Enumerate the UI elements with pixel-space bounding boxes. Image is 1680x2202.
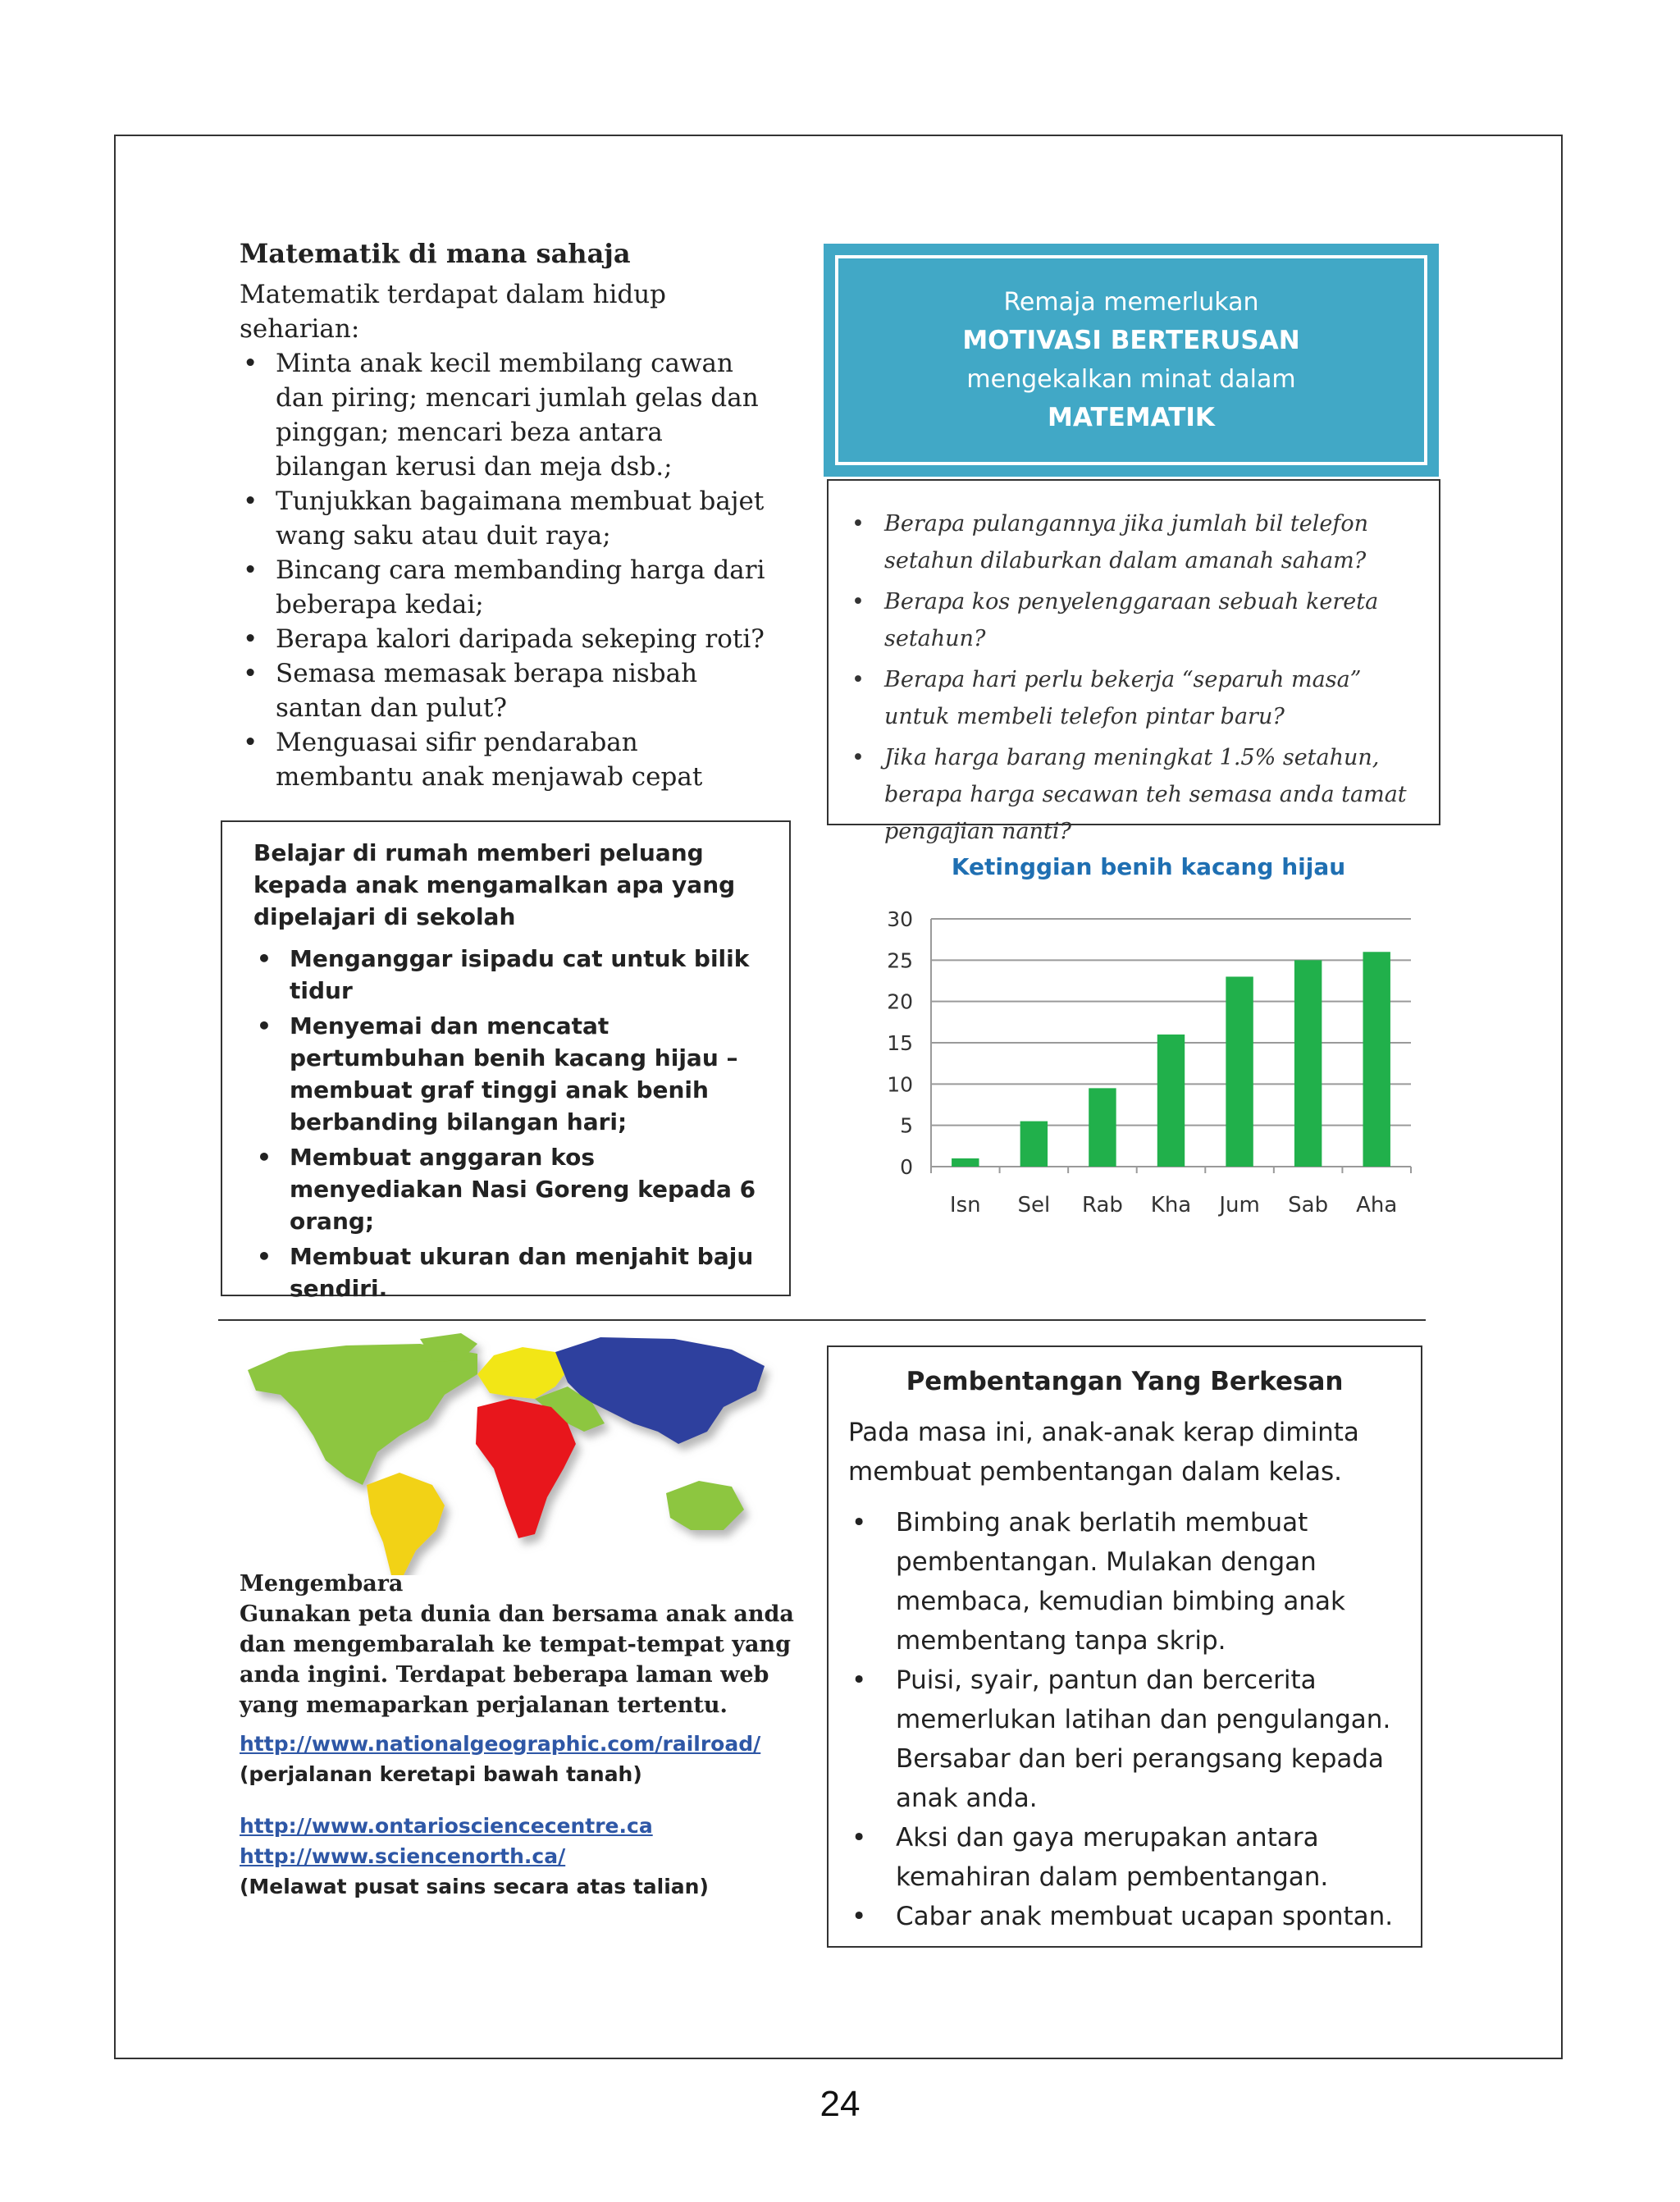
list-item: • Membuat ukuran dan menjahit baju sendiri. bbox=[253, 1240, 769, 1304]
question-item: • Berapa hari perlu bekerja “separuh masa” untuk membeli telefon pintar baru? bbox=[848, 661, 1419, 735]
questions-list bbox=[848, 505, 1419, 850]
list-item: • Berapa kalori daripada sekeping roti? bbox=[240, 622, 781, 656]
question-item: • Berapa kos penyelenggaraan sebuah kereta setahun? bbox=[848, 583, 1419, 657]
chart-x-label: Isn bbox=[949, 1193, 981, 1217]
chart-x-label: Rab bbox=[1081, 1193, 1123, 1217]
questions-box bbox=[827, 479, 1440, 844]
chart-x-label: Kha bbox=[1150, 1193, 1192, 1217]
page-number: 24 bbox=[819, 2084, 861, 2124]
list-item: • Aksi dan gaya merupakan antara kemahiran dalam pembentangan. bbox=[848, 1818, 1401, 1897]
link-note-railroad: (perjalanan keretapi bawah tanah) bbox=[240, 1762, 642, 1786]
math-list bbox=[240, 346, 781, 794]
link-science-north[interactable]: http://www.sciencenorth.ca/ bbox=[240, 1844, 566, 1868]
chart-y-tick-label: 20 bbox=[887, 989, 913, 1014]
travel-body: Gunakan peta dunia dan bersama anak anda dan mengembaralah ke tempat-tempat yang anda ingini. Terdapat beberapa laman web yang memaparkan perjalanan tertentu. bbox=[240, 1601, 794, 1718]
list-item: • Menguasai sifir pendaraban membantu anak menjawab cepat bbox=[240, 725, 781, 794]
list-item: • Menganggar isipadu cat untuk bilik tidur bbox=[253, 943, 769, 1007]
chart-y-tick-label: 0 bbox=[900, 1155, 913, 1179]
chart-bar-sel bbox=[1020, 1122, 1048, 1167]
home-learning-list bbox=[253, 943, 769, 1304]
world-map-image bbox=[231, 1329, 781, 1575]
section-divider bbox=[218, 1319, 1426, 1321]
chart-bar-rab bbox=[1089, 1088, 1116, 1167]
chart-y-tick-label: 30 bbox=[887, 907, 913, 931]
list-item: • Bimbing anak berlatih membuat pembentangan. Mulakan dengan membaca, kemudian bimbing anak membentang tanpa skrip. bbox=[848, 1503, 1401, 1661]
chart-x-labels bbox=[950, 1193, 1397, 1217]
list-item: • Membuat anggaran kos menyediakan Nasi Goreng kepada 6 orang; bbox=[253, 1141, 769, 1237]
list-item: • Puisi, syair, pantun dan bercerita memerlukan latihan dan pengulangan. Bersabar dan beri perangsang kepada anak anda. bbox=[848, 1661, 1401, 1818]
chart-x-label: Jum bbox=[1219, 1193, 1260, 1217]
travel-links bbox=[240, 1729, 797, 1902]
chart-bars bbox=[931, 952, 1411, 1173]
question-item: • Berapa pulangannya jika jumlah bil telefon setahun dilaburkan dalam amanah saham? bbox=[848, 505, 1419, 579]
math-title: Matematik di mana sahaja bbox=[240, 238, 631, 269]
presentation-title: Pembentangan Yang Berkesan bbox=[906, 1367, 1344, 1396]
list-item: • Tunjukkan bagaimana membuat bajet wang saku atau duit raya; bbox=[240, 484, 781, 553]
list-item: • Minta anak kecil membilang cawan dan piring; mencari jumlah gelas dan pinggan; mencari beza antara bilangan kerusi dan meja dsb.; bbox=[240, 346, 781, 484]
list-item: • Semasa memasak berapa nisbah santan dan pulut? bbox=[240, 656, 781, 725]
presentation-list bbox=[848, 1503, 1401, 1936]
chart-y-tick-label: 25 bbox=[887, 948, 913, 973]
chart-x-label: Sab bbox=[1288, 1193, 1329, 1217]
link-ontario-science-centre[interactable]: http://www.ontariosciencecentre.ca bbox=[240, 1814, 653, 1838]
chart-x-label: Aha bbox=[1356, 1193, 1398, 1217]
africa-shape bbox=[476, 1399, 576, 1538]
chart-x-label: Sel bbox=[1017, 1193, 1051, 1217]
motivation-banner bbox=[824, 244, 1439, 477]
math-section bbox=[240, 236, 781, 794]
chart-title: Ketinggian benih kacang hijau bbox=[951, 853, 1346, 880]
europe-shape bbox=[477, 1347, 568, 1399]
link-spacer bbox=[240, 1789, 797, 1811]
banner-line-2: MOTIVASI BERTERUSAN bbox=[962, 326, 1300, 355]
chart-bar-isn bbox=[952, 1158, 979, 1167]
chart-bar-aha bbox=[1363, 952, 1390, 1167]
travel-heading: Mengembara bbox=[240, 1571, 404, 1597]
banner-inner bbox=[835, 255, 1427, 465]
list-item: • Bincang cara membanding harga dari beberapa kedai; bbox=[240, 553, 781, 622]
banner-line-3: mengekalkan minat dalam bbox=[966, 365, 1296, 394]
chart-y-tick-label: 10 bbox=[887, 1072, 913, 1097]
link-note-science-centre: (Melawat pusat sains secara atas talian) bbox=[240, 1875, 709, 1898]
bean-height-chart bbox=[870, 843, 1444, 1237]
banner-line-1: Remaja memerlukan bbox=[1003, 288, 1259, 317]
math-intro: Matematik terdapat dalam hidup seharian: bbox=[240, 280, 667, 344]
chart-y-ticks bbox=[887, 907, 913, 1179]
chart-bar-jum bbox=[1226, 976, 1253, 1167]
chart-bar-kha bbox=[1157, 1035, 1185, 1167]
chart-y-tick-label: 5 bbox=[900, 1113, 913, 1138]
south-america-shape bbox=[367, 1473, 445, 1575]
travel-section bbox=[240, 1569, 797, 1902]
link-national-geographic[interactable]: http://www.nationalgeographic.com/railroad/ bbox=[240, 1732, 761, 1756]
list-item: • Cabar anak membuat ucapan spontan. bbox=[848, 1897, 1401, 1936]
presentation-box bbox=[827, 1345, 1422, 1948]
chart-y-tick-label: 15 bbox=[887, 1031, 913, 1055]
australia-shape bbox=[666, 1481, 744, 1530]
question-item: • Jika harga barang meningkat 1.5% setahun, berapa harga secawan teh semasa anda tamat pengajian nanti? bbox=[848, 739, 1419, 850]
home-learning-box bbox=[221, 820, 791, 1302]
north-america-shape bbox=[248, 1344, 477, 1485]
home-learning-intro: Belajar di rumah memberi peluang kepada anak mengamalkan apa yang dipelajari di sekolah bbox=[253, 839, 736, 930]
list-item: • Menyemai dan mencatat pertumbuhan benih kacang hijau – membuat graf tinggi anak benih berbanding bilangan hari; bbox=[253, 1010, 769, 1138]
banner-line-4: MATEMATIK bbox=[1048, 403, 1215, 432]
chart-bar-sab bbox=[1294, 960, 1322, 1167]
presentation-intro: Pada masa ini, anak-anak kerap diminta membuat pembentangan dalam kelas. bbox=[848, 1418, 1359, 1487]
